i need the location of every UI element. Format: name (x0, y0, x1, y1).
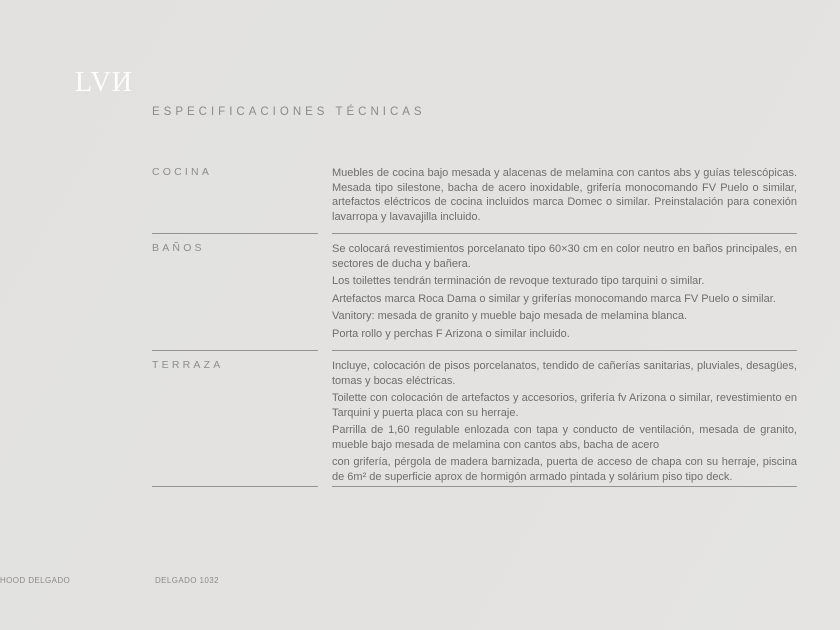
footer-project-name: HOOD DELGADO (0, 576, 71, 585)
section-cocina-body-column (332, 162, 797, 234)
section-terraza-body-column (332, 351, 797, 487)
section-banos-label-column (152, 234, 318, 351)
spec-paragraph: Vanitory: mesada de granito y mueble bajo mesada de melamina blanca. (332, 310, 688, 322)
section-banos-body-column (332, 234, 797, 351)
section-terraza (152, 351, 797, 487)
section-terraza-label-column (152, 351, 318, 487)
page-footer (0, 576, 840, 590)
spec-paragraph: Los toilettes tendrán terminación de revoque texturado tipo tarquini o similar. (332, 275, 705, 287)
spec-paragraph: Toilette con colocación de artefactos y accesorios, grifería fv Arizona o similar, revestimiento en Tarquini y puerta placa con su herraje. (332, 392, 797, 419)
section-cocina (152, 162, 797, 234)
page-title: ESPECIFICACIONES TÉCNICAS (152, 106, 426, 118)
spec-table (152, 162, 797, 487)
spec-paragraph: Incluye, colocación de pisos porcelanatos, tendido de cañerías sanitarias, pluviales, desagües, tomas y bocas eléctricas. (332, 360, 797, 387)
spec-paragraph: con grifería, pérgola de madera barnizada, puerta de acceso de chapa con su herraje, piscina de 6m² de superficie aprox de hormigón armado pintada y solárium piso tipo deck. (332, 456, 797, 483)
spec-paragraph: Muebles de cocina bajo mesada y alacenas de melamina con cantos abs y guías telescópicas. Mesada tipo silestone, bacha de acero inoxidable, grifería monocomando FV Puelo o similar, artefactos eléctricos de cocina incluidos marca Domec o similar. Preinstalación para conexión lavarropa y lavavajilla incluido. (332, 167, 797, 223)
section-label-cocina: COCINA (152, 166, 213, 178)
brand-logo: LVИ (75, 67, 133, 98)
section-cocina-label-column (152, 162, 318, 234)
spec-paragraph: Se colocará revestimientos porcelanato tipo 60×30 cm en color neutro en baños principales, en sectores de ducha y bañera. (332, 243, 797, 270)
section-label-banos: BAÑOS (152, 242, 205, 254)
spec-paragraph: Parrilla de 1,60 regulable enlozada con tapa y conducto de ventilación, mesada de granito, mueble bajo mesada de melamina con cantos abs, bacha de acero (332, 424, 797, 451)
section-label-terraza: TERRAZA (152, 359, 224, 371)
section-banos (152, 234, 797, 351)
spec-paragraph: Porta rollo y perchas F Arizona o similar incluido. (332, 327, 570, 340)
spec-paragraph: Artefactos marca Roca Dama o similar y griferías monocomando marca FV Puelo o similar. (332, 292, 776, 305)
footer-address: DELGADO 1032 (155, 576, 219, 585)
